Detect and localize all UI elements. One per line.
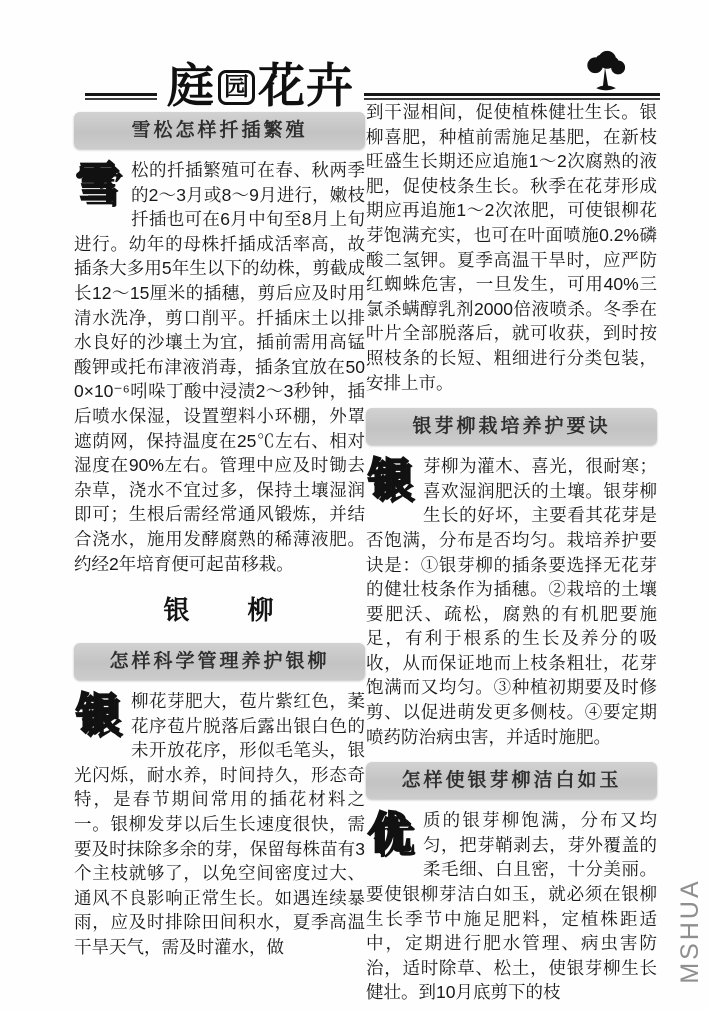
drop-cap-xue: 雪 — [76, 160, 119, 208]
body-text: 柳花芽肥大，苞片紫红色，葇花序苞片脱落后露出银白色的未开放花序，形似毛笔头，银光闪烁，耐水养，时间持久，形态奇特，是春节期间常用的插花材料之一。银柳发芽以后生长速度很快，需要及时抹除多余的芽，保留每株苗有3个主枝就够了，以免空间密度过大、通风不良影响正常生长。如遇连续暴雨，应及时排除田间积水，夏季高温干旱天气，需及时灌水，做 — [74, 691, 365, 958]
section-body-white-as-jade — [366, 808, 657, 1005]
drop-cap-yin-right: 银 — [368, 456, 411, 505]
masthead-title-boxed-char: 园 — [218, 70, 255, 105]
section-body-cultivation-tips — [366, 454, 657, 749]
section-header-white-as-jade: 怎样使银芽柳洁白如玉 — [366, 762, 657, 799]
chapter-heading-silver-willow: 银 柳 — [163, 595, 276, 626]
left-column — [74, 112, 365, 966]
continuation-text — [366, 100, 657, 395]
masthead-rule-left — [85, 93, 157, 100]
drop-cap-you: 优 — [368, 810, 411, 859]
body-text: 到干湿相间，促使植株健壮生长。银柳喜肥，种植前需施足基肥，在新枝旺盛生长期还应追施1～2次腐熟的液肥，促使枝条生长。秋季在花芽形成期应再追施1～2次浓肥，可使银柳花芽饱满充实，也可在叶面喷施0.2%磷酸二氢钾。夏季高温干旱时，应严防红蜘蛛危害，一旦发生，可用40%三氯杀螨醇乳剂2000倍液喷杀。冬季在叶片全部脱落后，就可收获，到时按照枝条的长短、粗细进行分类包装，安排上市。 — [366, 102, 657, 393]
masthead-title — [167, 59, 355, 112]
section-body-manage-silver-willow — [74, 689, 365, 960]
edge-watermark-text: MSHUA — [676, 878, 704, 984]
masthead-title-part2: 花卉 — [258, 59, 355, 112]
body-text: 松的扦插繁殖可在春、秋两季的2～3月或8～9月进行，嫩枝扦插也可在6月中旬至8月上旬进行。幼年的母株扦插成活率高，故插条大多用5年生以下的幼株，剪截成长12～15厘米的插穗，剪后应及时用清水洗净，剪口削平。扦插床土以排水良好的沙壤土为宜，插前需用高锰酸钾或托布津液消毒，插条宜放在500×10⁻⁶吲哚丁酸中浸渍2～3秒钟，插后喷水保湿，设置塑料小环棚，外罩遮荫网，保持温度在25℃左右、相对湿度在90%左右。管理中应及时锄去杂草，浇水不宜过多，保持土壤湿润即可；生根后需经常通风锻炼，并结合浇水，施用发酵腐熟的稀薄液肥。约经2年培育便可起苗移栽。 — [74, 160, 365, 574]
body-text: 芽柳为灌木、喜光，很耐寒；喜欢湿润肥沃的土壤。银芽柳生长的好坏，主要看其花芽是否饱满，分布是否均匀。栽培养护要诀是：①银芽柳的插条要选择无花芽的健壮枝条作为插穗。②栽培的土壤要肥沃、疏松，腐熟的有机肥要施足，有利于根系的生长及养分的吸收，从而保证地而上枝条粗壮，花芽饱满而又均匀。③种植初期要及时修剪、以促进萌发更多侧枝。④要定期喷药防治病虫害，并适时施肥。 — [366, 456, 657, 747]
right-column — [366, 100, 657, 1011]
section-body-cedar-cutting — [74, 158, 365, 576]
section-header-cultivation-tips: 银芽柳栽培养护要诀 — [366, 408, 657, 445]
masthead-title-part1: 庭 — [167, 59, 215, 112]
drop-cap-yin-left: 银 — [76, 691, 119, 740]
section-header-manage-silver-willow: 怎样科学管理养护银柳 — [74, 643, 365, 680]
masthead-rule-right — [364, 93, 660, 100]
section-header-cedar-cutting: 雪松怎样扦插繁殖 — [74, 112, 365, 149]
body-text: 质的银芽柳饱满，分布又均匀，把芽鞘剥去，芽外覆盖的柔毛细、白且密，十分美丽。要使银柳芽洁白如玉，就必须在银柳生长季节中施足肥料，定植株距适中，定期进行肥水管理、病虫害防治，适时除草、松土，使银芽柳生长健壮。到10月底剪下的枝 — [366, 810, 657, 1003]
